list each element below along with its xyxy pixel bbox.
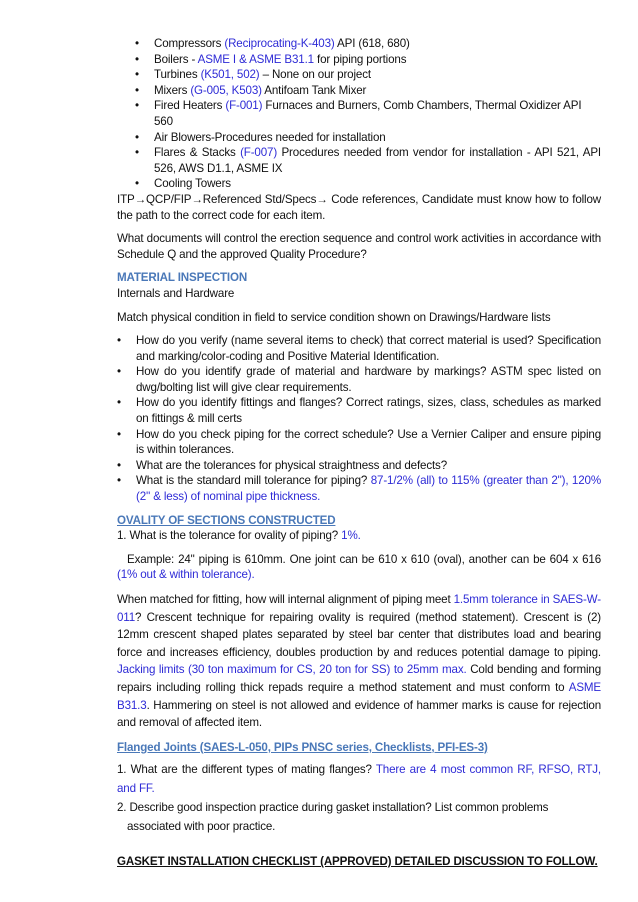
item-text: What is the standard mill tolerance for piping? — [136, 474, 371, 488]
list-item — [135, 145, 601, 176]
item-text: Cooling Towers — [154, 177, 231, 191]
item-reference: (G-005, K503) — [190, 83, 262, 97]
list-item — [135, 130, 601, 146]
flanged-question-1 — [117, 760, 601, 798]
ovality-heading: OVALITY OF SECTIONS CONSTRUCTED — [117, 513, 336, 527]
item-text: Mixers — [154, 83, 191, 97]
paragraph-reference: 1.5mm tolerance in SAES-W-011 — [117, 593, 601, 624]
list-item — [117, 458, 601, 474]
bullet-icon: • — [117, 396, 121, 410]
bullet-icon: • — [135, 83, 139, 97]
item-reference: (Reciprocating-K-403) — [224, 37, 335, 50]
item-text: Furnaces and Burners, Comb Chambers, Thermal Oxidizer API 560 — [154, 99, 582, 128]
bullet-icon: • — [117, 458, 121, 472]
item-text: How do you identify grade of material and hardware by markings? ASTM spec listed on dwg/bolting list will give clear requirements. — [136, 365, 601, 394]
item-reference: (K501, 502) — [200, 68, 260, 82]
item-text: Air Blowers-Procedures needed for installation — [154, 130, 386, 144]
list-item — [135, 52, 601, 68]
bullet-icon: • — [135, 177, 139, 191]
paragraph-text: When matched for fitting, how will internal alignment of piping meet — [117, 593, 454, 606]
paragraph-reference: Jacking limits (30 ton maximum for CS, 20 ton for SS) to 25mm max. — [117, 663, 467, 677]
paragraph-text: . Hammering on steel is not allowed and evidence of hammer marks is cause for rejection and removal of affected item. — [117, 698, 601, 730]
paragraph-text: ? Crescent technique for repairing ovality is required (method statement). Crescent is (2) 12mm crescent shaped plates separated by steel bar center that distributes load and bearing force and increases efficiency, doubles production by and reduces potential damage to piping. — [117, 610, 601, 659]
bullet-icon: • — [135, 68, 139, 82]
list-item — [117, 364, 601, 395]
ovality-question — [117, 528, 601, 544]
bullet-icon: • — [135, 130, 139, 144]
bullet-icon: • — [117, 334, 121, 348]
bullet-icon: • — [135, 52, 139, 66]
bullet-icon: • — [117, 365, 121, 379]
flanged-joints-heading: Flanged Joints (SAES-L-050, PIPs PNSC series, Checklists, PFI-ES-3) — [117, 740, 488, 754]
ovality-example — [117, 552, 601, 583]
item-text: How do you verify (name several items to check) that correct material is used? Specification and marking/color-coding and Positive Material Identification. — [136, 334, 601, 363]
material-questions-list — [117, 333, 601, 505]
item-text: Flares & Stacks — [154, 146, 241, 160]
paragraph-text: Cold bending and forming repairs including rolling thick repads require a method statement and must conform to — [117, 663, 601, 694]
document-page — [117, 36, 601, 870]
item-text: What are the tolerances for physical straightness and defects? — [136, 458, 447, 472]
material-inspection-intro: Match physical condition in field to service condition shown on Drawings/Hardware lists — [117, 310, 551, 324]
item-text: Fired Heaters — [154, 99, 226, 113]
item-text: Boilers - — [154, 52, 198, 66]
item-reference: (F-001) — [225, 99, 263, 113]
equipment-list — [117, 36, 601, 192]
bullet-icon: • — [117, 474, 121, 488]
bullet-icon: • — [135, 37, 139, 50]
list-item — [135, 176, 601, 192]
item-reference: ASME I & ASME B31.1 — [197, 52, 314, 66]
bullet-icon: • — [135, 99, 139, 113]
item-text: Antifoam Tank Mixer — [261, 83, 367, 97]
list-item — [135, 83, 601, 99]
list-item — [135, 98, 601, 129]
list-item — [117, 333, 601, 364]
example-answer: (1% out & within tolerance). — [117, 568, 255, 582]
material-inspection-subheading: Internals and Hardware — [117, 286, 235, 300]
item-reference: (F-007) — [240, 146, 278, 160]
list-item — [117, 395, 601, 426]
item-answer: 87-1/2% (all) to 115% (greater than 2"), 120% (2'' & less) of nominal pipe thickness. — [136, 474, 601, 504]
material-inspection-heading: MATERIAL INSPECTION — [117, 271, 248, 285]
item-text: API (618, 680) — [334, 37, 410, 50]
item-text: for piping portions — [313, 52, 407, 66]
item-text: How do you identify fittings and flanges? Correct ratings, sizes, class, schedules as marked on fittings & mill certs — [136, 396, 601, 426]
final-heading: GASKET INSTALLATION CHECKLIST (APPROVED) DETAILED DISCUSSION TO FOLLOW. — [117, 855, 598, 869]
list-item — [135, 67, 601, 83]
list-item — [117, 473, 601, 504]
itp-line: ITP→QCP/FIP→Referenced Std/Specs→ Code references, Candidate must know how to follow the path to the correct code for each item. — [117, 192, 601, 222]
item-text: – None on our project — [259, 68, 371, 82]
question-answer: 1%. — [341, 529, 361, 543]
question-text: 1. What is the tolerance for ovality of piping? — [117, 529, 342, 543]
flanged-question-2: 2. Describe good inspection practice during gasket installation? List common problems associated with poor practice. — [117, 801, 549, 834]
question-text: 1. What are the different types of mating flanges? — [117, 763, 376, 777]
item-text: How do you check piping for the correct schedule? Use a Vernier Caliper and ensure piping is within tolerances. — [136, 427, 601, 457]
bullet-icon: • — [135, 146, 139, 160]
item-text: Compressors — [154, 37, 225, 50]
bullet-icon: • — [117, 427, 121, 441]
documents-question: What documents will control the erection sequence and control work activities in accordance with Schedule Q and the approved Quality Procedure? — [117, 232, 601, 261]
item-text: Procedures needed from vendor for installation - API 521, API 526, AWS D1.1, ASME IX — [154, 146, 601, 175]
example-text: Example: 24" piping is 610mm. One joint can be 610 x 610 (oval), another can be 604 x 616 — [127, 552, 601, 566]
question-answer: There are 4 most common RF, RFSO, RTJ, and FF. — [117, 763, 601, 796]
list-item — [117, 427, 601, 458]
item-text: Turbines — [154, 68, 201, 82]
ovality-paragraph — [117, 591, 601, 732]
paragraph-reference: ASME B31.3 — [117, 680, 601, 712]
list-item — [135, 36, 601, 52]
